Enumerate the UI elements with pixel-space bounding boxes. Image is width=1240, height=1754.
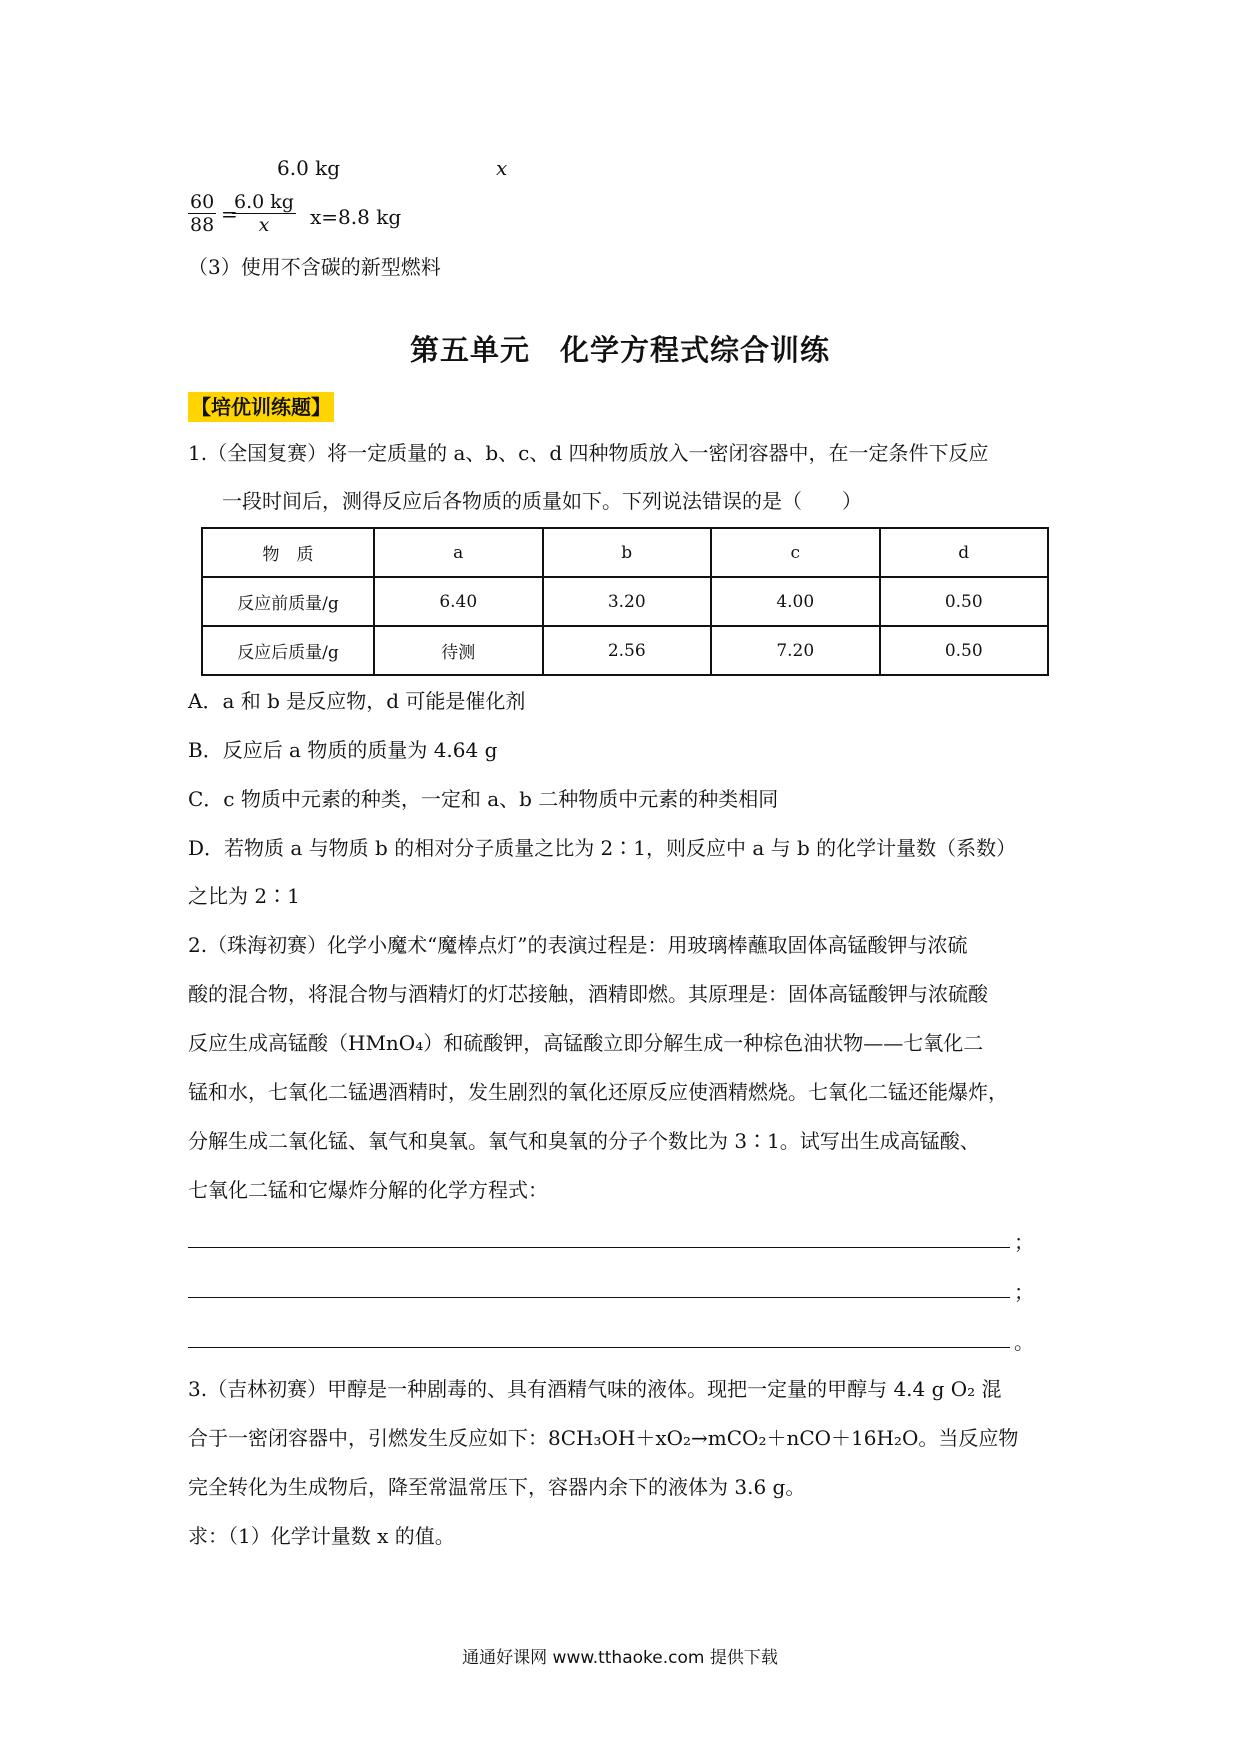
answer-blank-3[interactable] [188, 1347, 1010, 1348]
calc-result: x=8.8 kg [310, 205, 402, 229]
table-cell: 反应前质量/g [202, 577, 374, 626]
blank-end-2: ； [1014, 1280, 1034, 1304]
answer-item-3: （3）使用不含碳的新型燃料 [188, 255, 441, 279]
q2-line-6: 七氧化二锰和它爆炸分解的化学方程式： [188, 1178, 548, 1202]
q1-option-c: C．c 物质中元素的种类，一定和 a、b 二种物质中元素的种类相同 [188, 787, 779, 811]
fraction-denominator: x [258, 214, 270, 236]
q2-line-2: 酸的混合物，将混合物与酒精灯的灯芯接触，酒精即燃。其原理是：固体高锰酸钾与浓硫酸 [188, 982, 988, 1006]
x-label: x [496, 156, 508, 180]
q1-option-d: D．若物质 a 与物质 b 的相对分子质量之比为 2∶1，则反应中 a 与 b 的化学计量数（系数） [188, 836, 1017, 860]
q2-line-3: 反应生成高锰酸（HMnO₄）和硫酸钾，高锰酸立即分解生成一种棕色油状物——七氧化二 [188, 1031, 984, 1055]
answer-blank-1[interactable] [188, 1247, 1010, 1248]
table-cell: c [711, 528, 880, 577]
q3-line-1: 3.（吉林初赛）甲醇是一种剧毒的、具有酒精气味的液体。现把一定量的甲醇与 4.4 g O₂ 混 [188, 1377, 1002, 1401]
q2-line-5: 分解生成二氧化锰、氧气和臭氧。氧气和臭氧的分子个数比为 3∶1。试写出生成高锰酸、 [188, 1129, 980, 1153]
equals-sign: = [221, 202, 238, 226]
table-cell: 物 质 [202, 528, 374, 577]
fraction-ratio [188, 191, 216, 236]
table-cell: 待测 [374, 626, 543, 675]
q3-line-4: 求：（1）化学计量数 x 的值。 [188, 1524, 455, 1548]
table-cell: 6.40 [374, 577, 543, 626]
q1-line-2: 一段时间后，测得反应后各物质的质量如下。下列说法错误的是（ ） [222, 489, 862, 513]
fraction-numerator: 6.0 kg [234, 191, 294, 213]
page-footer: 通通好课网 www.tthaoke.com 提供下载 [462, 1648, 778, 1668]
table-cell: 2.56 [543, 626, 712, 675]
table-cell: 4.00 [711, 577, 880, 626]
section-tag: 【培优训练题】 [188, 392, 334, 422]
fraction-denominator: 88 [190, 214, 215, 236]
blank-end-3: 。 [1014, 1330, 1034, 1354]
table-row [202, 577, 1048, 626]
table-cell: d [880, 528, 1049, 577]
table-cell: 7.20 [711, 626, 880, 675]
table-cell: 反应后质量/g [202, 626, 374, 675]
section-title: 第五单元 化学方程式综合训练 [409, 333, 830, 367]
q1-option-d-cont: 之比为 2∶1 [188, 884, 300, 908]
q3-line-3: 完全转化为生成物后，降至常温常压下，容器内余下的液体为 3.6 g。 [188, 1475, 806, 1499]
table-header-row [202, 528, 1048, 577]
mass-label: 6.0 kg [277, 156, 341, 180]
q3-line-2: 合于一密闭容器中，引燃发生反应如下：8CH₃OH＋xO₂→mCO₂＋nCO＋16H₂O。当反应物 [188, 1426, 1019, 1450]
table-cell: 0.50 [880, 577, 1049, 626]
table-cell: b [543, 528, 712, 577]
blank-end-1: ； [1014, 1230, 1034, 1254]
q1-option-a: A．a 和 b 是反应物，d 可能是催化剂 [188, 689, 526, 713]
q2-line-4: 锰和水，七氧化二锰遇酒精时，发生剧烈的氧化还原反应使酒精燃烧。七氧化二锰还能爆炸， [188, 1080, 1008, 1104]
table-row [202, 626, 1048, 675]
table-cell: 0.50 [880, 626, 1049, 675]
answer-blank-2[interactable] [188, 1297, 1010, 1298]
fraction-numerator: 60 [190, 191, 215, 213]
mass-table [201, 527, 1049, 676]
q1-option-b: B．反应后 a 物质的质量为 4.64 g [188, 738, 498, 762]
table-cell: 3.20 [543, 577, 712, 626]
table-cell: a [374, 528, 543, 577]
q1-line-1: 1.（全国复赛）将一定质量的 a、b、c、d 四种物质放入一密闭容器中，在一定条件下反应 [188, 441, 989, 465]
q2-line-1: 2.（珠海初赛）化学小魔术“魔棒点灯”的表演过程是：用玻璃棒蘸取固体高锰酸钾与浓硫 [188, 933, 968, 957]
fraction-mass [232, 191, 296, 236]
